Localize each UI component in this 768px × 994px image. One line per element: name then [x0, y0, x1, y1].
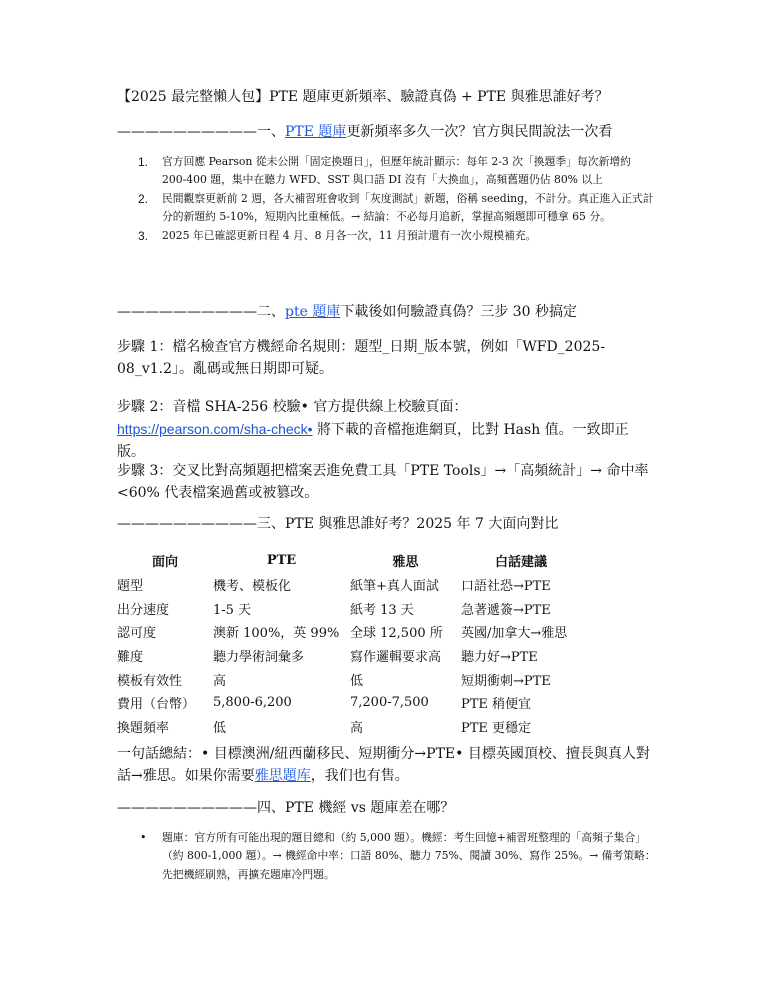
- table-cell: 英國/加拿大→雅思: [461, 626, 568, 642]
- table-header: PTE: [266, 553, 297, 569]
- list-item: [138, 227, 658, 245]
- table-cell: 換題頻率: [117, 721, 170, 737]
- table-cell: 1-5 天: [213, 602, 252, 618]
- table-header-row: [117, 549, 581, 573]
- table-cell: PTE 更穩定: [461, 721, 532, 737]
- list-number: 3.: [138, 228, 149, 243]
- table-cell: 短期衝刺→PTE: [461, 673, 551, 689]
- summary-text: 一句話總結：• 目標澳洲/紐西蘭移民、短期衝分→PTE• 目標英國頂校、擅長與真人對話→雅思。如果你需要: [117, 746, 650, 784]
- list-item-text: 2025 年已確認更新日程 4 月、8 月各一次，11 月預計還有一次小規模補充。: [162, 228, 537, 242]
- table-row: [117, 667, 581, 691]
- table-cell: 口語社恐→PTE: [461, 579, 551, 595]
- list-item-text: 民間觀察更新前 2 週，各大補習班會收到「灰度測試」新題，俗稱 seeding，不計分。真正進入正式計分的新題約 5-10%，短期內比重極低。→ 結論：不必每月追新，掌握高頻題即可穩拿 65 分。: [162, 191, 654, 224]
- section-2-prefix: ——————————二、: [117, 304, 285, 320]
- table-cell: 急著遞簽→PTE: [461, 602, 551, 618]
- table-cell: 出分速度: [117, 602, 170, 618]
- table-row: [117, 691, 581, 715]
- table-cell: 紙筆+真人面試: [350, 579, 439, 595]
- sha-check-link[interactable]: https://pearson.com/sha-check•: [117, 421, 313, 437]
- section-2-link[interactable]: pte 題庫: [285, 304, 341, 320]
- ielts-bank-link[interactable]: 雅思題库: [254, 768, 311, 784]
- table-cell: 全球 12,500 所: [350, 626, 443, 642]
- section-3-heading: ——————————三、PTE 與雅思誰好考？2025 年 7 大面向對比: [117, 516, 559, 532]
- table-header: 面向: [151, 555, 178, 571]
- table-cell: 低: [350, 673, 364, 689]
- section-4-heading: ——————————四、PTE 機經 vs 題庫差在哪？: [117, 800, 455, 816]
- bullet-list: [140, 829, 662, 884]
- list-item: [138, 153, 658, 190]
- table-cell: 低: [213, 721, 227, 737]
- table-cell: PTE 稍便宜: [461, 697, 532, 713]
- table-row: [117, 644, 581, 668]
- table-cell: 機考、模板化: [213, 579, 292, 595]
- step-2-paragraph: [117, 396, 652, 463]
- table-cell: 5,800-6,200: [213, 695, 292, 711]
- table-row: [117, 596, 581, 620]
- section-1-prefix: ——————————一、: [117, 124, 285, 140]
- list-item: [138, 190, 658, 227]
- table-cell: 認可度: [117, 626, 157, 642]
- bullet-icon: •: [140, 831, 147, 844]
- table-cell: 題型: [117, 579, 144, 595]
- step-2-text: 步驟 2：音檔 SHA-256 校驗• 官方提供線上校驗頁面：: [117, 399, 468, 415]
- table-cell: 聽力好→PTE: [461, 650, 538, 666]
- table-row: [117, 620, 581, 644]
- step-1-paragraph: 步驟 1：檔名檢查官方機經命名規則：題型_日期_版本號，例如「WFD_2025-08_v1.2」。亂碼或無日期即可疑。: [117, 339, 606, 377]
- table-row: [117, 573, 581, 597]
- summary-text-after: ，我们也有售。: [310, 768, 409, 784]
- table-row: [117, 715, 581, 739]
- table-cell: 紙考 13 天: [350, 602, 414, 618]
- section-1-rest: 更新頻率多久一次？官方與民間說法一次看: [346, 124, 613, 140]
- table-header: 白話建議: [494, 555, 547, 571]
- section-2-heading: [117, 301, 577, 321]
- table-cell: 難度: [117, 650, 144, 666]
- table-cell: 模板有效性: [117, 673, 183, 689]
- section-2-rest: 下載後如何驗證真偽？三步 30 秒搞定: [340, 304, 578, 320]
- comparison-table: [117, 549, 581, 739]
- step-2-text-after: 將下載的音檔拖進網頁，比對 Hash 值。一致即正版。: [117, 422, 629, 460]
- list-item-text: 官方回應 Pearson 從未公開「固定換題日」，但歷年統計顯示：每年 2-3 次「換題季」每次新增約 200-400 題，集中在聽力 WFD、SST 與口語 DI 沒有「大換血」，高頻舊題仍佔 80% 以上: [162, 155, 631, 187]
- table-cell: 費用（台幣）: [117, 697, 196, 713]
- table-cell: 寫作邏輯要求高: [350, 650, 442, 666]
- list-item: [140, 829, 662, 884]
- section-1-heading: [117, 121, 612, 141]
- summary-paragraph: [117, 743, 652, 787]
- section-1-link[interactable]: PTE 題庫: [285, 124, 347, 140]
- table-header: 雅思: [392, 555, 419, 571]
- table-cell: 聽力學術詞彙多: [213, 650, 305, 666]
- table-cell: 澳新 100%，英 99%: [213, 626, 340, 642]
- update-frequency-list: [138, 153, 658, 245]
- table-cell: 高: [213, 673, 227, 689]
- step-3-paragraph: 步驟 3：交叉比對高頻題把檔案丟進免費工具「PTE Tools」→「高頻統計」→ 命中率<60% 代表檔案過舊或被篡改。: [117, 463, 649, 501]
- list-number: 1.: [138, 155, 149, 169]
- page-title: 【2025 最完整懶人包】PTE 題庫更新頻率、驗證真偽 + PTE 與雅思誰好考？: [117, 89, 609, 105]
- table-cell: 高: [350, 721, 364, 737]
- list-number: 2.: [138, 191, 149, 206]
- table-cell: 7,200-7,500: [350, 695, 429, 711]
- list-item-text: 題庫：官方所有可能出現的題目總和（約 5,000 題）。機經：考生回憶+補習班整理的「高頻子集合」（約 800-1,000 題）。→ 機經命中率：口語 80%、聽力 75%、閱讀 30%、寫作 25%。→ 備考策略：先把機經刷熟，再擴充題庫冷門題。: [162, 831, 656, 881]
